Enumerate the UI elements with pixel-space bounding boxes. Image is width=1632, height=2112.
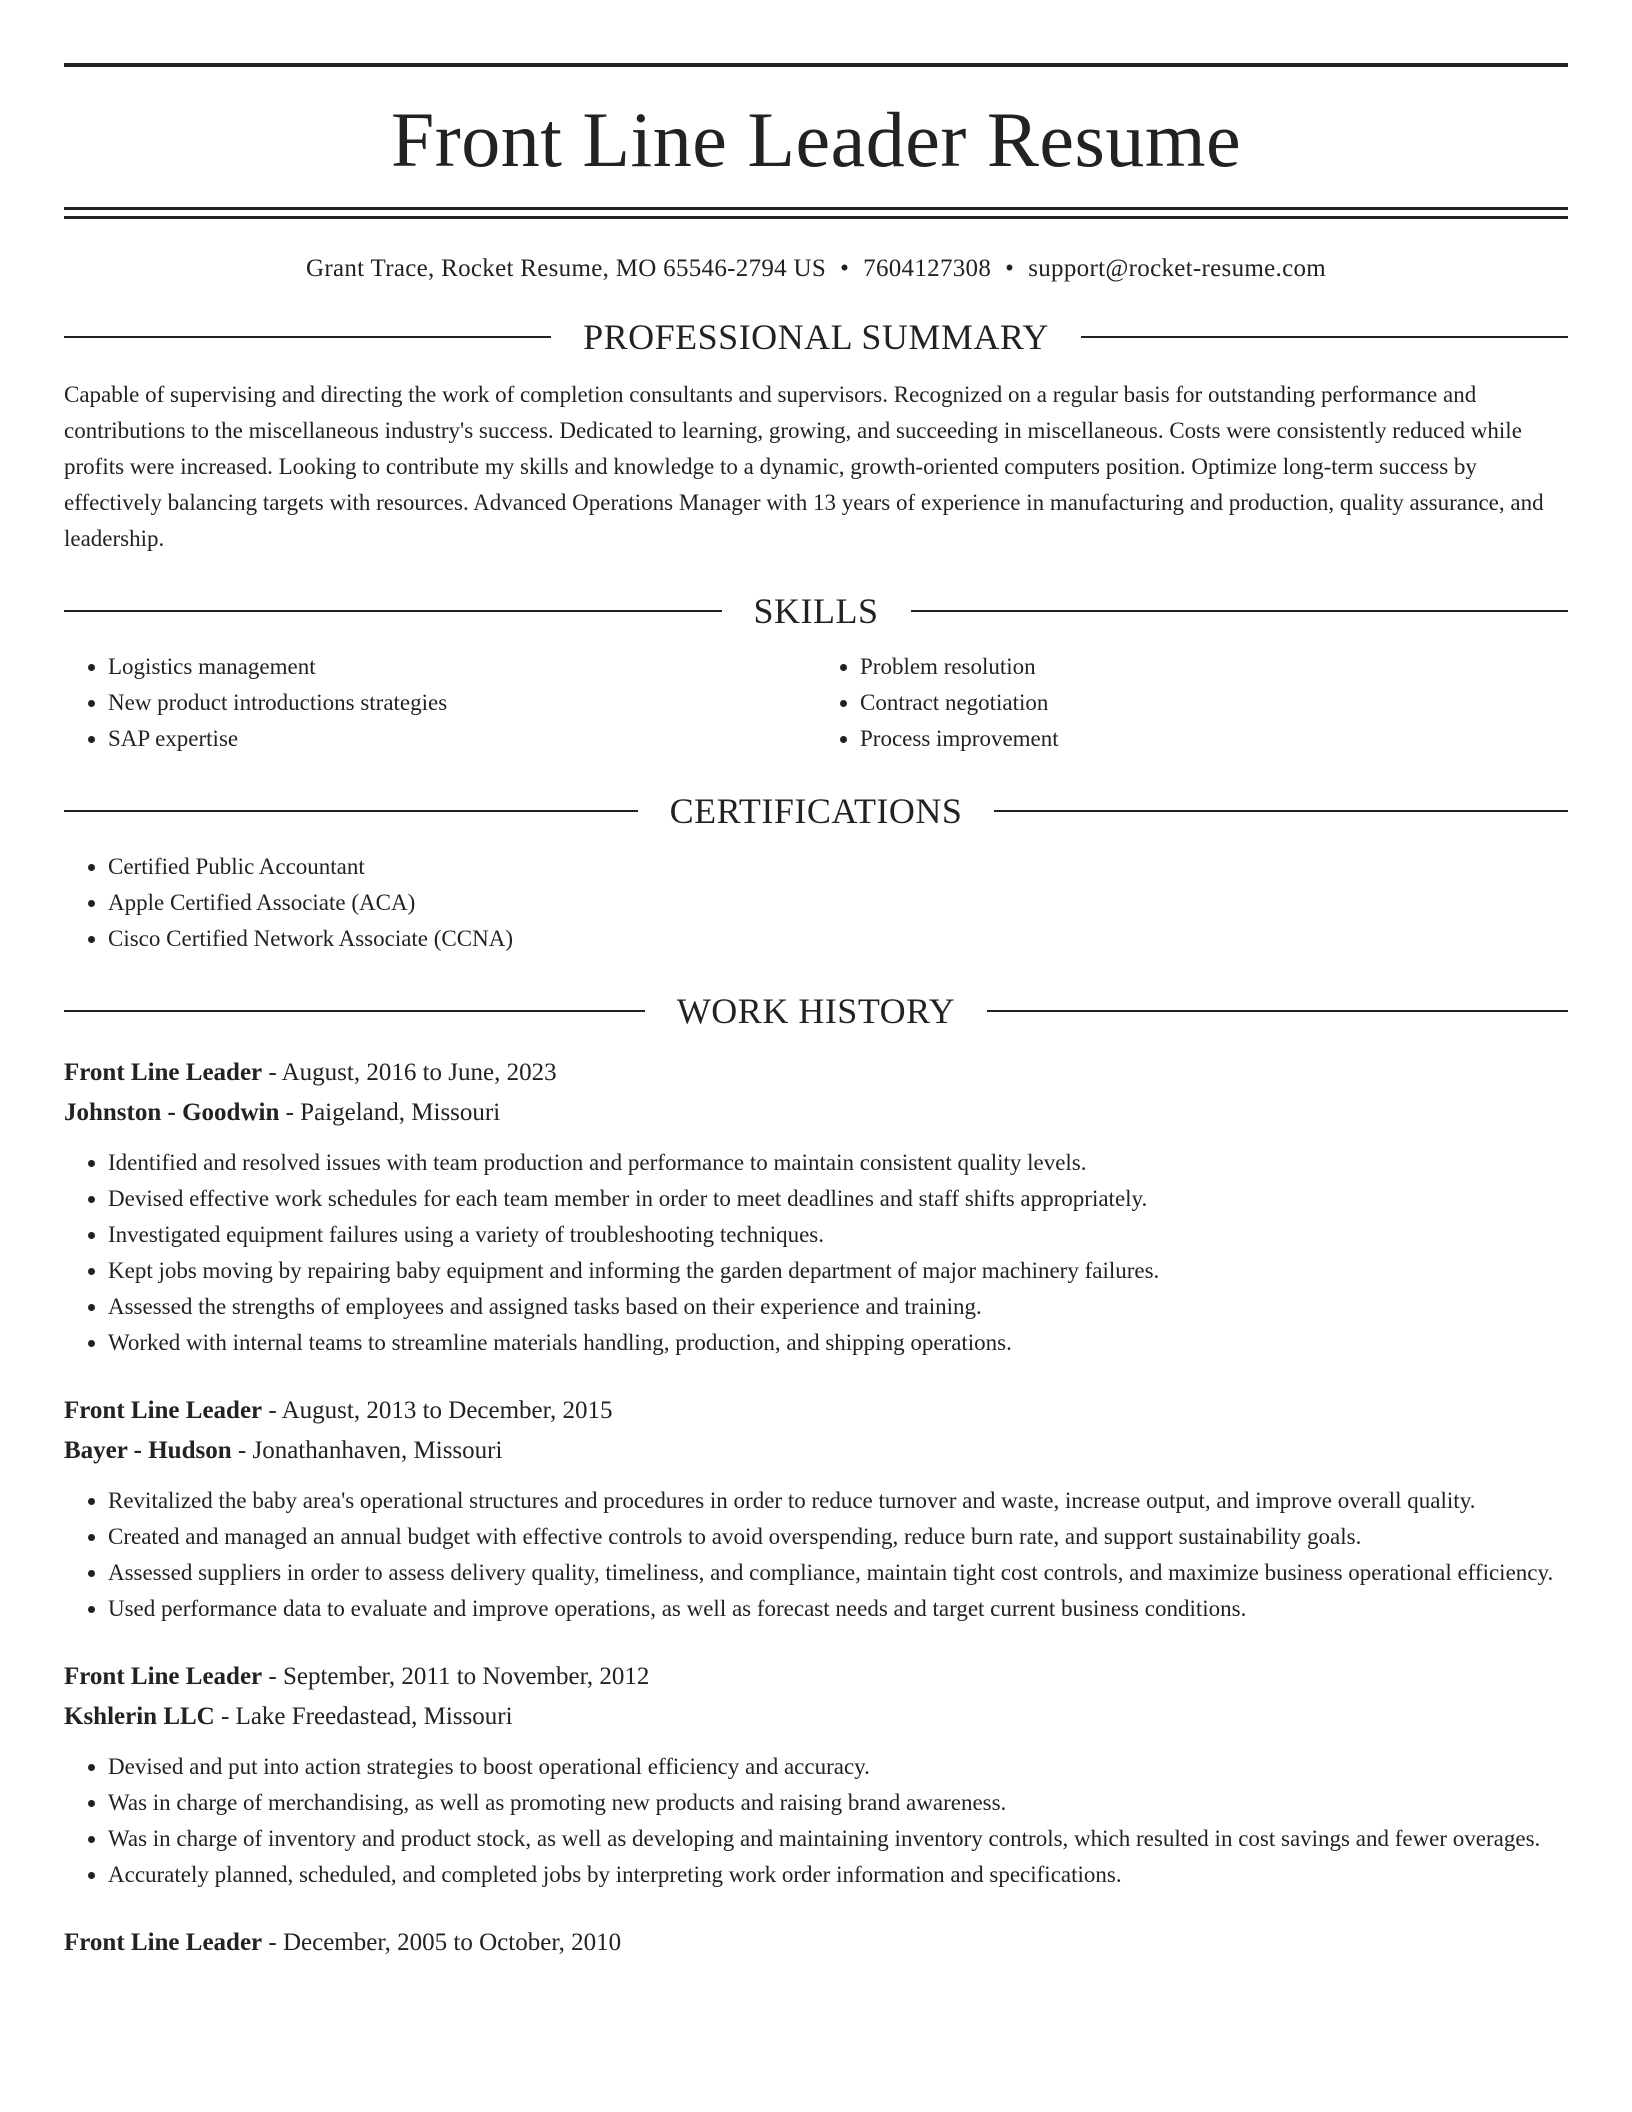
skill-item: • New product introductions strategies xyxy=(108,685,816,721)
job-company: Johnston - Goodwin xyxy=(64,1099,280,1126)
job-bullet: • Accurately planned, scheduled, and completed jobs by interpreting work order information and specifications. xyxy=(108,1857,1568,1893)
job-bullet: • Created and managed an annual budget with effective controls to avoid overspending, reduce burn rate, and support sustainability goals. xyxy=(108,1519,1568,1555)
resume-title: Front Line Leader Resume xyxy=(390,96,1242,183)
job-bullets xyxy=(64,1749,1568,1893)
resume-page xyxy=(64,0,1568,1963)
heading-rule xyxy=(987,1010,1568,1012)
job-company-line xyxy=(64,1431,1568,1471)
job-role: Front Line Leader xyxy=(64,1663,263,1690)
contact-phone: 7604127308 xyxy=(863,255,992,282)
job-entry xyxy=(64,1657,1568,1893)
job-bullet: • Investigated equipment failures using a variety of troubleshooting techniques. xyxy=(108,1217,1568,1253)
skill-item: • Logistics management xyxy=(108,649,816,685)
job-dates: - September, 2011 to November, 2012 xyxy=(262,1663,650,1690)
section-title: WORK HISTORY xyxy=(676,991,956,1031)
certification-item: • Cisco Certified Network Associate (CCNA) xyxy=(108,921,1568,957)
job-entry xyxy=(64,1053,1568,1361)
job-location: - Lake Freedastead, Missouri xyxy=(214,1703,513,1730)
contact-line xyxy=(64,255,1568,283)
skills-column-right xyxy=(816,649,1568,757)
skill-item: • Process improvement xyxy=(860,721,1568,757)
heading-rule xyxy=(994,810,1568,812)
job-bullet: • Devised and put into action strategies to boost operational efficiency and accuracy. xyxy=(108,1749,1568,1785)
job-bullet: • Assessed suppliers in order to assess delivery quality, timeliness, and compliance, maintain tight cost controls, and maximize business operational efficiency. xyxy=(108,1555,1568,1591)
skill-item: • Contract negotiation xyxy=(860,685,1568,721)
section-title: SKILLS xyxy=(753,591,879,631)
job-entry xyxy=(64,1923,1568,1963)
job-location: - Jonathanhaven, Missouri xyxy=(231,1437,503,1464)
certification-item: • Apple Certified Associate (ACA) xyxy=(108,885,1568,921)
job-bullet: • Worked with internal teams to streamline materials handling, production, and shipping operations. xyxy=(108,1325,1568,1361)
top-rule xyxy=(64,63,1568,67)
heading-rule xyxy=(64,810,638,812)
job-role: Front Line Leader xyxy=(64,1397,263,1424)
job-bullet: • Identified and resolved issues with team production and performance to maintain consistent quality levels. xyxy=(108,1145,1568,1181)
contact-separator: • xyxy=(1005,255,1015,282)
skill-item: • Problem resolution xyxy=(860,649,1568,685)
certification-item: • Certified Public Accountant xyxy=(108,849,1568,885)
heading-rule xyxy=(1081,336,1568,338)
section-heading-summary xyxy=(64,319,1568,355)
job-title-line xyxy=(64,1657,1568,1697)
heading-rule xyxy=(64,1010,645,1012)
skills-list xyxy=(64,649,1568,757)
contact-address: Grant Trace, Rocket Resume, MO 65546-2794 US xyxy=(305,255,827,282)
job-entry xyxy=(64,1391,1568,1627)
heading-rule xyxy=(911,610,1569,612)
job-dates: - August, 2016 to June, 2023 xyxy=(262,1059,557,1086)
job-role: Front Line Leader xyxy=(64,1929,263,1956)
certifications-list xyxy=(64,849,1568,957)
job-location: - Paigeland, Missouri xyxy=(279,1099,501,1126)
job-bullet: • Kept jobs moving by repairing baby equipment and informing the garden department of major machinery failures. xyxy=(108,1253,1568,1289)
section-heading-work-history xyxy=(64,993,1568,1029)
job-company: Bayer - Hudson xyxy=(64,1437,232,1464)
skills-column-left xyxy=(64,649,816,757)
job-bullets xyxy=(64,1483,1568,1627)
job-company: Kshlerin LLC xyxy=(64,1703,215,1730)
job-bullet: • Revitalized the baby area's operational structures and procedures in order to reduce turnover and waste, increase output, and improve overall quality. xyxy=(108,1483,1568,1519)
job-dates: - August, 2013 to December, 2015 xyxy=(262,1397,613,1424)
job-bullet: • Was in charge of inventory and product stock, as well as developing and maintaining inventory controls, which resulted in cost savings and fewer overages. xyxy=(108,1821,1568,1857)
job-bullet: • Assessed the strengths of employees and assigned tasks based on their experience and training. xyxy=(108,1289,1568,1325)
section-title: PROFESSIONAL SUMMARY xyxy=(583,317,1049,357)
summary-text: Capable of supervising and directing the work of completion consultants and supervisors. Recognized on a regular basis for outstanding performance and contributions to the miscellaneous industry's success. Dedicated to learning, growing, and succeeding in miscellaneous. Costs were consistently reduced while profits were increased. Looking to contribute my skills and knowledge to a dynamic, growth-oriented computers position. Optimize long-term success by effectively balancing targets with resources. Advanced Operations Manager with 13 years of experience in manufacturing and production, quality assurance, and leadership. xyxy=(64,382,1544,551)
job-company-line xyxy=(64,1697,1568,1737)
job-bullet: • Used performance data to evaluate and improve operations, as well as forecast needs and target current business conditions. xyxy=(108,1591,1568,1627)
job-bullets xyxy=(64,1145,1568,1361)
job-title-line xyxy=(64,1923,1568,1963)
section-heading-skills xyxy=(64,593,1568,629)
section-heading-certifications xyxy=(64,793,1568,829)
skill-item: • SAP expertise xyxy=(108,721,816,757)
job-title-line xyxy=(64,1053,1568,1093)
job-bullet: • Devised effective work schedules for each team member in order to meet deadlines and staff shifts appropriately. xyxy=(108,1181,1568,1217)
job-company-line xyxy=(64,1093,1568,1133)
heading-rule xyxy=(64,610,722,612)
job-dates: - December, 2005 to October, 2010 xyxy=(262,1929,622,1956)
contact-email[interactable]: support@rocket-resume.com xyxy=(1028,255,1327,282)
job-title-line xyxy=(64,1391,1568,1431)
title-double-rule xyxy=(64,207,1568,219)
job-bullet: • Was in charge of merchandising, as well as promoting new products and raising brand awareness. xyxy=(108,1785,1568,1821)
heading-rule xyxy=(64,336,551,338)
section-title: CERTIFICATIONS xyxy=(669,791,963,831)
job-role: Front Line Leader xyxy=(64,1059,263,1086)
contact-separator: • xyxy=(840,255,850,282)
